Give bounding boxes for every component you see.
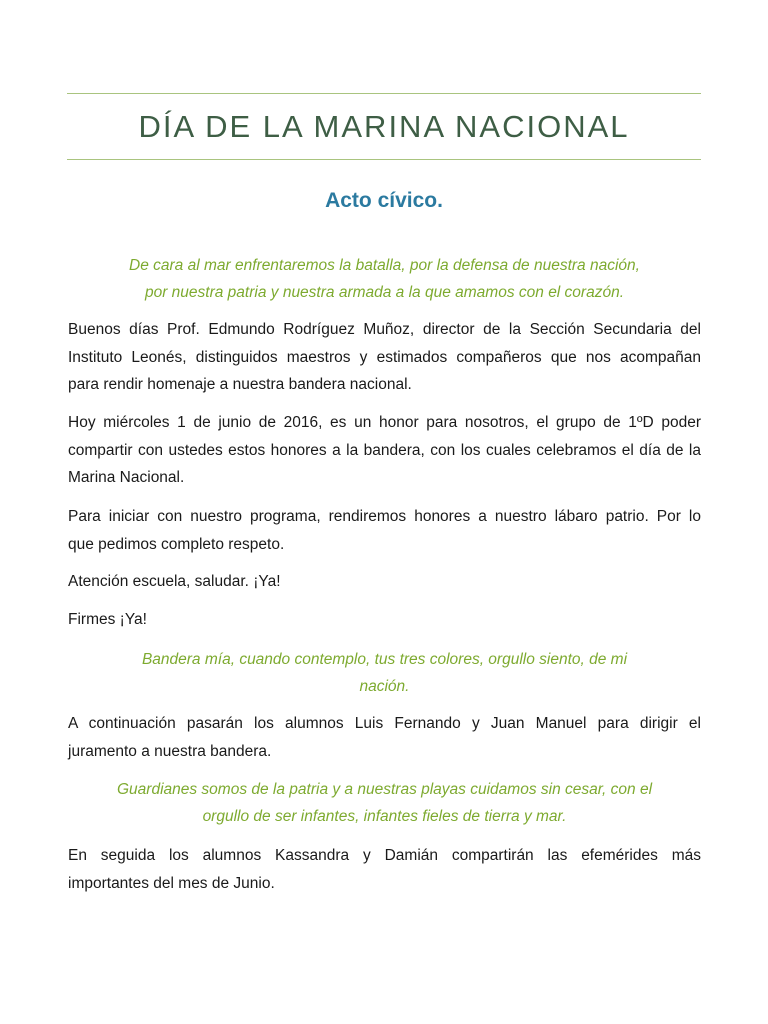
- paragraph-greeting: [68, 316, 701, 399]
- quote-line: nación.: [359, 678, 410, 695]
- paragraph-line: juramento a nuestra bandera.: [68, 742, 272, 760]
- paragraph-date: [68, 409, 701, 492]
- title-top-rule: [67, 93, 701, 94]
- paragraph-line: que pedimos completo respeto.: [68, 535, 285, 553]
- quote-flag: [68, 646, 701, 700]
- quote-line: De cara al mar enfrentaremos la batalla, por la defensa de nuestra nación,: [129, 257, 640, 274]
- paragraph-line: Marina Nacional.: [68, 469, 185, 486]
- paragraph-line: Hoy miércoles 1 de junio de 2016, es un honor para nosotros, el grupo de 1ºD poder: [68, 414, 701, 431]
- paragraph-line: compartir con ustedes estos honores a la bandera, con los cuales celebramos el día de la: [68, 441, 701, 459]
- paragraph-oath: [68, 710, 701, 765]
- page-subtitle: Acto cívico.: [325, 189, 443, 212]
- page-title: DÍA DE LA MARINA NACIONAL: [138, 109, 630, 144]
- quote-line: por nuestra patria y nuestra armada a la que amamos con el corazón.: [144, 284, 625, 301]
- paragraph-line: Atención escuela, saludar. ¡Ya!: [68, 573, 281, 590]
- paragraph-line: Para iniciar con nuestro programa, rendiremos honores a nuestro lábaro patrio. Por lo: [68, 508, 701, 525]
- quote-guardians: [68, 776, 701, 830]
- paragraph-line: Instituto Leonés, distinguidos maestros y estimados compañeros que nos acompañan: [68, 348, 701, 366]
- paragraph-line: Buenos días Prof. Edmundo Rodríguez Muñoz, director de la Sección Secundaria del: [68, 321, 701, 338]
- quote-line: Bandera mía, cuando contemplo, tus tres colores, orgullo siento, de mi: [141, 651, 628, 668]
- paragraph-line: Firmes ¡Ya!: [68, 611, 147, 628]
- paragraph-line: para rendir homenaje a nuestra bandera nacional.: [68, 376, 412, 393]
- paragraph-line: A continuación pasarán los alumnos Luis Fernando y Juan Manuel para dirigir el: [68, 715, 701, 732]
- quote-line: orgullo de ser infantes, infantes fieles de tierra y mar.: [202, 808, 567, 825]
- paragraph-program: [68, 503, 701, 558]
- quote-navy-battle: [68, 252, 701, 306]
- paragraph-line: importantes del mes de Junio.: [68, 874, 275, 892]
- title-bottom-rule: [67, 159, 701, 160]
- paragraph-salute: [68, 568, 701, 596]
- paragraph-ephemeris: [68, 842, 701, 897]
- paragraph-line: En seguida los alumnos Kassandra y Damián compartirán las efemérides más: [68, 847, 701, 864]
- quote-line: Guardianes somos de la patria y a nuestras playas cuidamos sin cesar, con el: [116, 781, 653, 798]
- paragraph-firmes: [68, 606, 701, 634]
